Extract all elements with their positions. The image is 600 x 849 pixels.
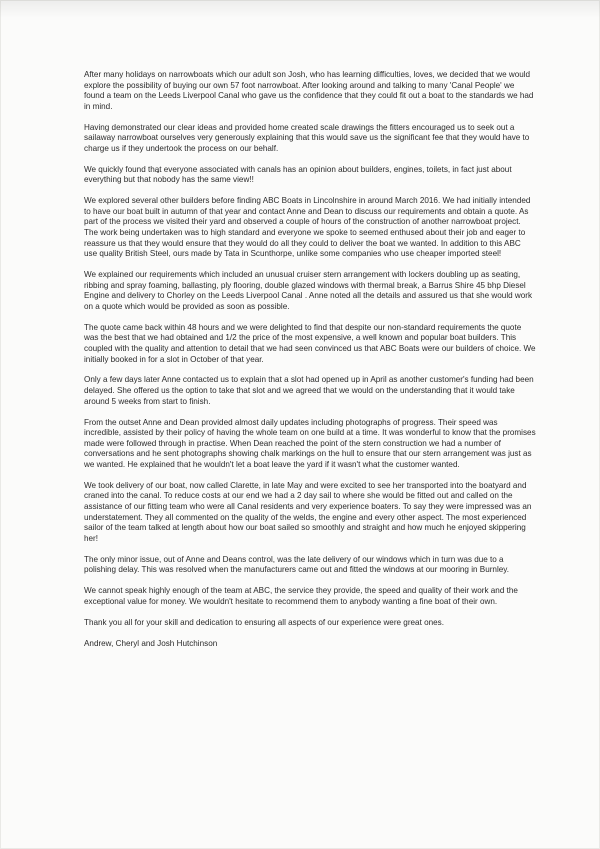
paragraph: We took delivery of our boat, now called Clarette, in late May and were excited to see her transported into the boatyard and craned into the canal. To reduce costs at our end we had a 2 day sail to where she would be fitted out and called on the assistance of our fitting team who were all Canal residents and very experience boaters. To say they were impressed was an understatement. They all commented on the quality of the welds, the engine and every other aspect. The most experienced sailor of the team talked at length about how our boat sailed so smoothly and straight and how much he enjoyed skippering her! (84, 480, 532, 543)
paragraph: From the outset Anne and Dean provided almost daily updates including photographs of progress. Their speed was incredible, assisted by their policy of having the whole team on one build at a time. It was wonderful to know that the promises made were followed through in practise. When Dean reached the point of the stern construction we had a number of conversations and he sent photographs showing chalk markings on the hull to ensure that our stern arrangement was just as we wanted. He explained that he wouldn't let a boat leave the yard if it wasn't what the customer wanted. (84, 417, 536, 469)
paragraph: We explained our requirements which included an unusual cruiser stern arrangement with lockers doubling up as seating, ribbing and spray foaming, ballasting, ply flooring, double glazed windows with thermal break, a Barrus Shire 45 bhp Diesel Engine and delivery to Chorley on the Leeds Liverpool Canal . Anne noted all the details and assured us that she would work on a quote which would be provided as soon as possible. (84, 270, 533, 311)
paragraph: Thank you all for your skill and dedication to ensuring all aspects of our experience were great ones. (84, 617, 444, 627)
paragraph: We explored several other builders before finding ABC Boats in Lincolnshire in around March 2016. We had initially intended to have our boat built in autumn of that year and contact Anne and Dean to discuss our requirements and obtain a quote. As part of the process we visited their yard and observed a couple of hours of the construction of another narrowboat project. The work being undertaken was to high standard and everyone we spoke to seemed enthused about their job and eager to reassure us that they would ensure that they would do all they could to deliver the boat we wanted. In addition to this ABC use quality British Steel, ours made by Tata in Scunthorpe, unlike some companies who use cheaper imported steel! (84, 196, 531, 259)
page-edge-shadow (0, 0, 600, 18)
paragraph: Only a few days later Anne contacted us to explain that a slot had opened up in April as another customer's funding had been delayed. She offered us the option to take that slot and we agreed that we would on the understanding that it would take around 5 weeks from start to finish. (84, 375, 534, 406)
paragraph: The quote came back within 48 hours and we were delighted to find that despite our non-standard requirements the quote was the best that we had obtained and 1/2 the price of the most expensive, a well known and popular boat builders. This coupled with the quality and attention to detail that we had seen convinced us that ABC Boats were our builders of choice. We initially booked in for a slot in October of that year. (84, 322, 536, 364)
paragraph: We quickly found that everyone associated with canals has an opinion about builders, engines, toilets, in fact just about everything but that nobody has the same view!! (84, 164, 512, 185)
signature: Andrew, Cheryl and Josh Hutchinson (84, 638, 218, 648)
paragraph: The only minor issue, out of Anne and Deans control, was the late delivery of our windows which in turn was due to a polishing delay. This was resolved when the manufacturers came out and fitted the windows at our mooring in Burnley. (84, 554, 509, 575)
paragraph: We cannot speak highly enough of the team at ABC, the service they provide, the speed and quality of their work and the exceptional value for money. We wouldn't hesitate to recommend them to anybody wanting a fine boat of their own. (84, 586, 518, 606)
letter-body (84, 70, 536, 659)
paragraph: Having demonstrated our clear ideas and provided home created scale drawings the fitters encouraged us to seek out a sailaway narrowboat ourselves very generously explaining that this would save us the significant fee that they would have to charge us if they undertook the process on our behalf. (84, 122, 530, 153)
paragraph: After many holidays on narrowboats which our adult son Josh, who has learning difficulties, loves, we decided that we would explore the possibility of buying our own 57 foot narrowboat. After looking around and talking to many 'Canal People' we found a team on the Leeds Liverpool Canal who gave us the confidence that they could fit out a boat to the standards we had in mind. (84, 70, 534, 111)
